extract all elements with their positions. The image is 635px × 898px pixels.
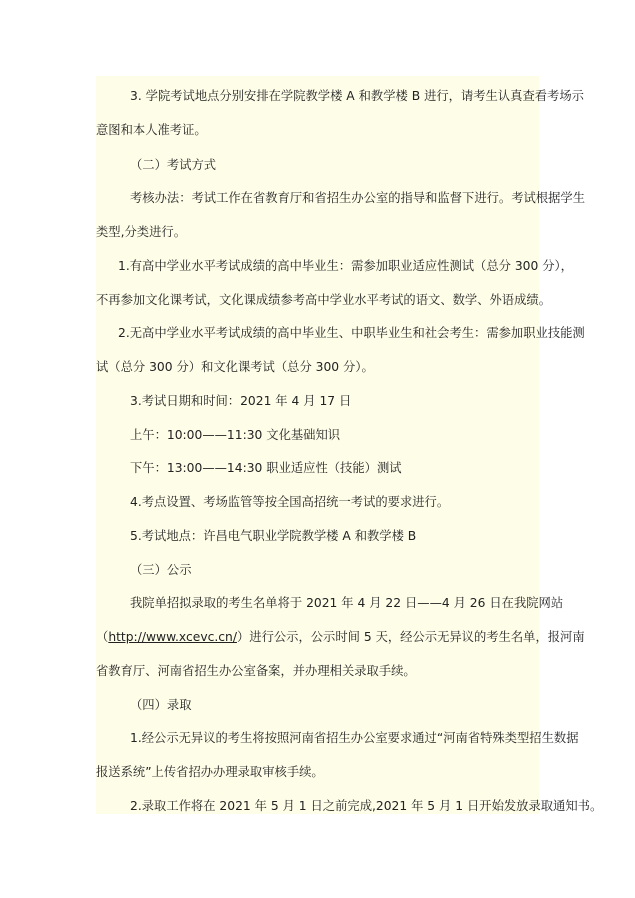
publicity-open-paren: （ <box>96 630 109 644</box>
paragraph-line-item-4: 4.考点设置、考场监管等按全国高招统一考试的要求进行。 <box>130 495 450 509</box>
paragraph-line-item-2: 2.无高中学业水平考试成绩的高中毕业生、中职毕业生和社会考生：需参加职业技能测 <box>118 326 585 340</box>
paragraph-line-afternoon: 下午：13:00——14:30 职业适应性（技能）测试 <box>130 461 402 475</box>
paragraph-line-exam-location-cont: 意图和本人准考证。 <box>96 123 207 137</box>
paragraph-line-admission-2: 2.录取工作将在 2021 年 5 月 1 日之前完成,2021 年 5 月 1 日开始发放录取通知书。 <box>130 799 603 813</box>
paragraph-line-publicity-url-line <box>96 628 585 646</box>
website-link[interactable]: http://www.xcevc.cn/ <box>108 630 237 644</box>
paragraph-line-morning: 上午：10:00——11:30 文化基础知识 <box>130 428 341 442</box>
paragraph-line-exam-location: 3. 学院考试地点分别安排在学院教学楼 A 和教学楼 B 进行，请考生认真查看考场示 <box>130 89 584 103</box>
paragraph-line-item-2-cont: 试（总分 300 分）和文化课考试（总分 300 分）。 <box>96 360 374 374</box>
paragraph-line-item-5: 5.考试地点：许昌电气职业学院教学楼 A 和教学楼 B <box>130 529 417 543</box>
paragraph-line-item-1: 1.有高中学业水平考试成绩的高中毕业生：需参加职业适应性测试（总分 300 分）， <box>118 259 573 273</box>
publicity-rest-text: ）进行公示，公示时间 5 天，经公示无异议的考生名单，报河南 <box>236 630 585 644</box>
paragraph-line-exam-date: 3.考试日期和时间：2021 年 4 月 17 日 <box>130 394 352 408</box>
paragraph-line-admission-1-cont: 报送系统”上传省招办办理录取审核手续。 <box>96 765 324 779</box>
paragraph-line-assessment: 考核办法：考试工作在省教育厅和省招生办公室的指导和监督下进行。考试根据学生 <box>130 191 585 205</box>
section-heading-exam-method: （二）考试方式 <box>130 158 217 172</box>
section-heading-admission: （四）录取 <box>130 698 192 712</box>
paragraph-line-item-1-cont: 不再参加文化课考试，文化课成绩参考高中学业水平考试的语文、数学、外语成绩。 <box>96 293 551 307</box>
paragraph-line-publicity: 我院单招拟录取的考生名单将于 2021 年 4 月 22 日——4 月 26 日在我院网站 <box>130 596 564 610</box>
paragraph-line-assessment-cont: 类型,分类进行。 <box>96 225 186 239</box>
paragraph-line-admission-1: 1.经公示无异议的考生将按照河南省招生办公室要求通过“河南省特殊类型招生数据 <box>130 731 579 745</box>
section-heading-publicity: （三）公示 <box>130 563 192 577</box>
paragraph-line-publicity-cont: 省教育厅、河南省招生办公室备案，并办理相关录取手续。 <box>96 664 416 678</box>
